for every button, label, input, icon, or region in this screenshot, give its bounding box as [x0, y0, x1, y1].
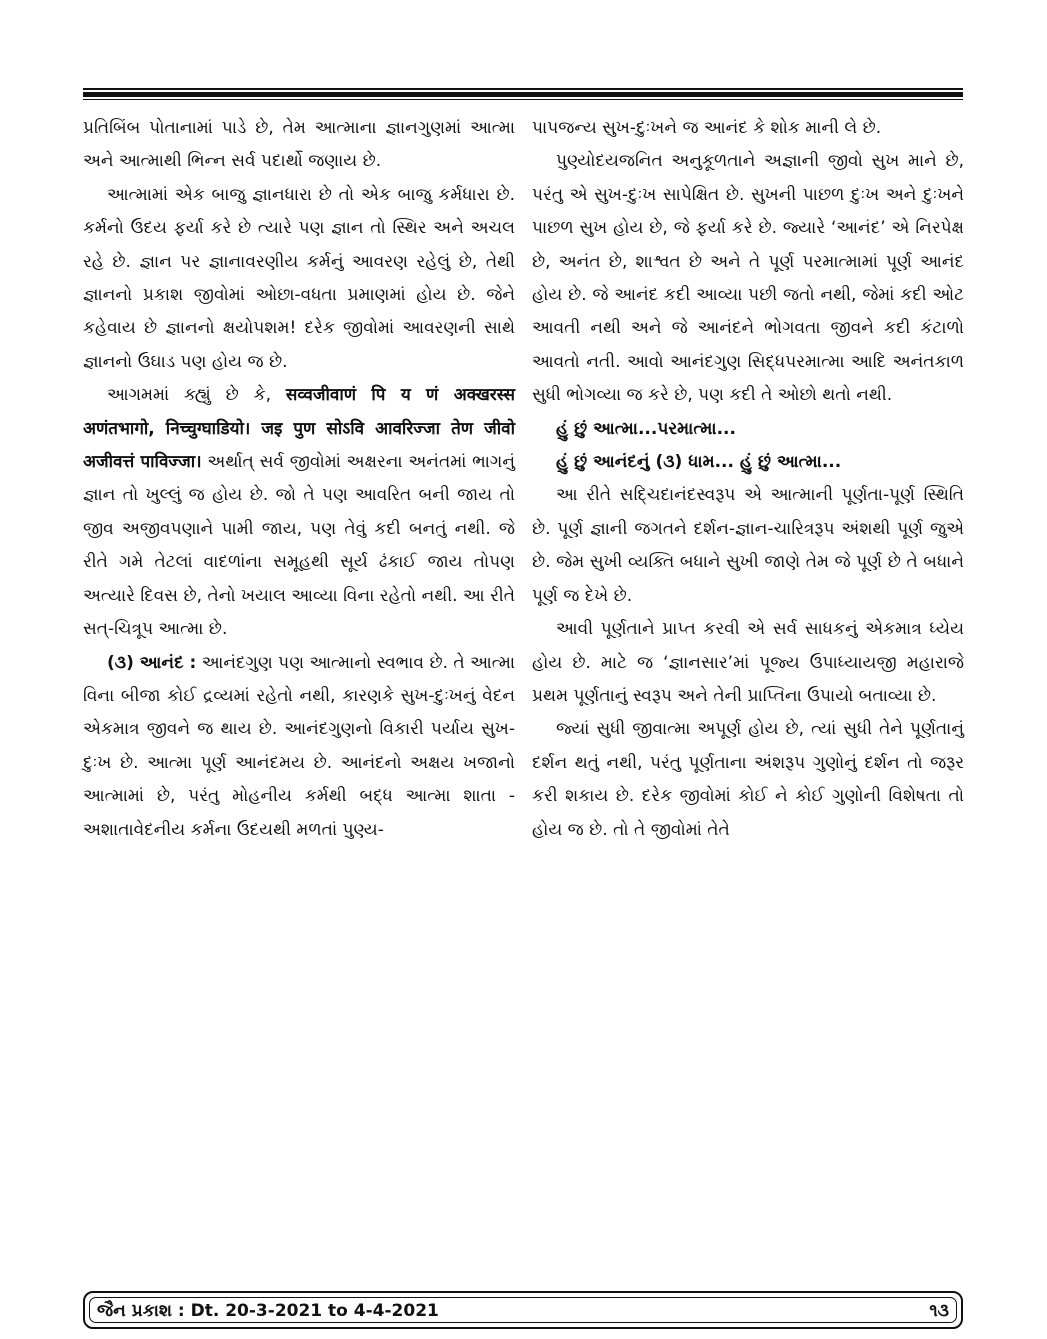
paragraph: પ્રતિબિંબ પોતાનામાં પાડે છે, તેમ આત્માના જ્ઞાનગુણમાં આત્મા અને આત્માથી ભિન્ન સર્વ પદાર્થો જણાય છે.	[83, 118, 515, 172]
publication-date-label: જૈન પ્રકાશ : Dt. 20-3-2021 to 4-4-2021	[97, 1301, 439, 1321]
paragraph-anand	[83, 647, 515, 847]
paragraph-text: અર્થાત્ સર્વ જીવોમાં અક્ષરના અનંતમાં ભાગનું જ્ઞાન તો ખુલ્લું જ હોય છે. જો તે પણ આવરિત બની જાય તો જીવ અજીવપણાને પામી જાય, પણ તેવું કદી બનતું નથી. જે રીતે ગમે તેટલાં વાદળાંના સમૂહથી સૂર્ય ઢંકાઈ જાય તોપણ અત્યારે દિવસ છે, તેનો ખયાલ આવ્યા વિના રહેતો નથી. આ રીતે સત્-ચિત્રૂપ આત્મા છે.	[83, 452, 515, 640]
paragraph: પાપજન્ય સુખ-દુઃખને જ આનંદ કે શોક માની લે છે.	[532, 118, 882, 138]
paragraph: આ રીતે સદ્ચિદાનંદસ્વરૂપ એ આત્માની પૂર્ણતા-પૂર્ણ સ્થિતિ છે. પૂર્ણ જ્ઞાની જગતને દર્શન-જ્ઞાન-ચારિત્રરૂપ અંશથી પૂર્ણ જુએ છે. જેમ સુખી વ્યક્તિ બધાને સુખી જાણે તેમ જે પૂર્ણ છે તે બધાને પૂર્ણ જ દેખે છે.	[532, 485, 964, 606]
header-rule-thick	[83, 92, 963, 97]
paragraph-text: આનંદગુણ પણ આત્માનો સ્વભાવ છે. તે આત્મા વિના બીજા કોઈ દ્રવ્યમાં રહેતો નથી, કારણકે સુખ-દુઃખનું વેદન એકમાત્ર જીવને જ થાય છે. આનંદગુણનો વિકારી પર્યાય સુખ-દુઃખ છે. આત્મા પૂર્ણ આનંદમય છે. આનંદનો અક્ષય ખજાનો આત્મામાં છે, પરંતુ મોહનીય કર્મથી બદ્ધ આત્મા શાતા - અશાતાવેદનીય કર્મના ઉદયથી મળતાં પુણ્ય-	[83, 652, 515, 840]
page-footer	[83, 1291, 963, 1329]
section-heading: (૩) આનંદ :	[107, 652, 197, 673]
verse-line: હું છું આનંદનું (૩) ધામ... હું છું આત્મા...	[556, 452, 842, 473]
page-number: ૧૩	[929, 1301, 949, 1321]
header-rule-thin-top	[83, 88, 963, 90]
paragraph: આત્મામાં એક બાજુ જ્ઞાનધારા છે તો એક બાજુ કર્મધારા છે. કર્મનો ઉદય ફર્યા કરે છે ત્યારે પણ જ્ઞાન તો સ્થિર અને અચલ રહે છે. જ્ઞાન પર જ્ઞાનાવરણીય કર્મનું આવરણ રહેલું છે, તેથી જ્ઞાનનો પ્રકાશ જીવોમાં ઓછા-વધતા પ્રમાણમાં હોય છે. જેને કહેવાય છે જ્ઞાનનો ક્ષયોપશમ! દરેક જીવોમાં આવરણની સાથે જ્ઞાનનો ઉઘાડ પણ હોય જ છે.	[83, 184, 515, 372]
paragraph-intro: આગમમાં ક્હ્યું છે કે,	[107, 385, 286, 406]
verse-line: હું છું આત્મા...પરમાત્મા...	[556, 418, 736, 439]
paragraph: જ્યાં સુધી જીવાત્મા અપૂર્ણ હોય છે, ત્યાં સુધી તેને પૂર્ણતાનું દર્શન થતું નથી, પરંતુ પૂર્ણતાના અંશરૂપ ગુણોનું દર્શન તો જરૂર કરી શકાય છે. દરેક જીવોમાં કોઈ ને કોઈ ગુણોની વિશેષતા તો હોય જ છે. તો તે જીવોમાં તેતે	[532, 719, 964, 840]
prakrit-quote: सव्वजीवाणं पि य णं अक्खरस्स अणंतभागो, निच्चुग्घाडियो। जइ पुण सोऽवि आवरिज्जा तेण जीवो अजीवत्तं पाविज्जा।	[83, 385, 515, 473]
paragraph: આવી પૂર્ણતાને પ્રાપ્ત કરવી એ સર્વ સાધકનું એકમાત્ર ધ્યેય હોય છે. માટે જ ‘જ્ઞાનસાર’માં પૂજ્ય ઉપાધ્યાયજી મહારાજે પ્રથમ પૂર્ણતાનું સ્વરૂપ અને તેની પ્રાપ્તિના ઉપાયો બતાવ્યા છે.	[532, 619, 964, 706]
paragraph-agam-quote	[83, 379, 515, 646]
right-column	[532, 112, 964, 847]
header-rule-thin-bottom	[83, 99, 963, 100]
left-column	[83, 112, 515, 847]
paragraph: પુણ્યોદયજનિત અનુકૂળતાને અજ્ઞાની જીવો સુખ માને છે, પરંતુ એ સુખ-દુઃખ સાપેક્ષિત છે. સુખની પાછળ દુઃખ અને દુઃખને પાછળ સુખ હોય છે, જે ફર્યા કરે છે. જ્યારે ‘આનંદ’ એ નિરપેક્ષ છે, અનંત છે, શાશ્વત છે અને તે પૂર્ણ પરમાત્મામાં પૂર્ણ આનંદ હોય છે. જે આનંદ કદી આવ્યા પછી જતો નથી, જેમાં કદી ઓટ આવતી નથી અને જે આનંદને ભોગવતા જીવને કદી કંટાળો આવતો નતી. આવો આનંદગુણ સિદ્ધપરમાત્મા આદિ અનંતકાળ સુધી ભોગવ્યા જ કરે છે, પણ કદી તે ઓછો થતો નથી.	[532, 151, 964, 406]
